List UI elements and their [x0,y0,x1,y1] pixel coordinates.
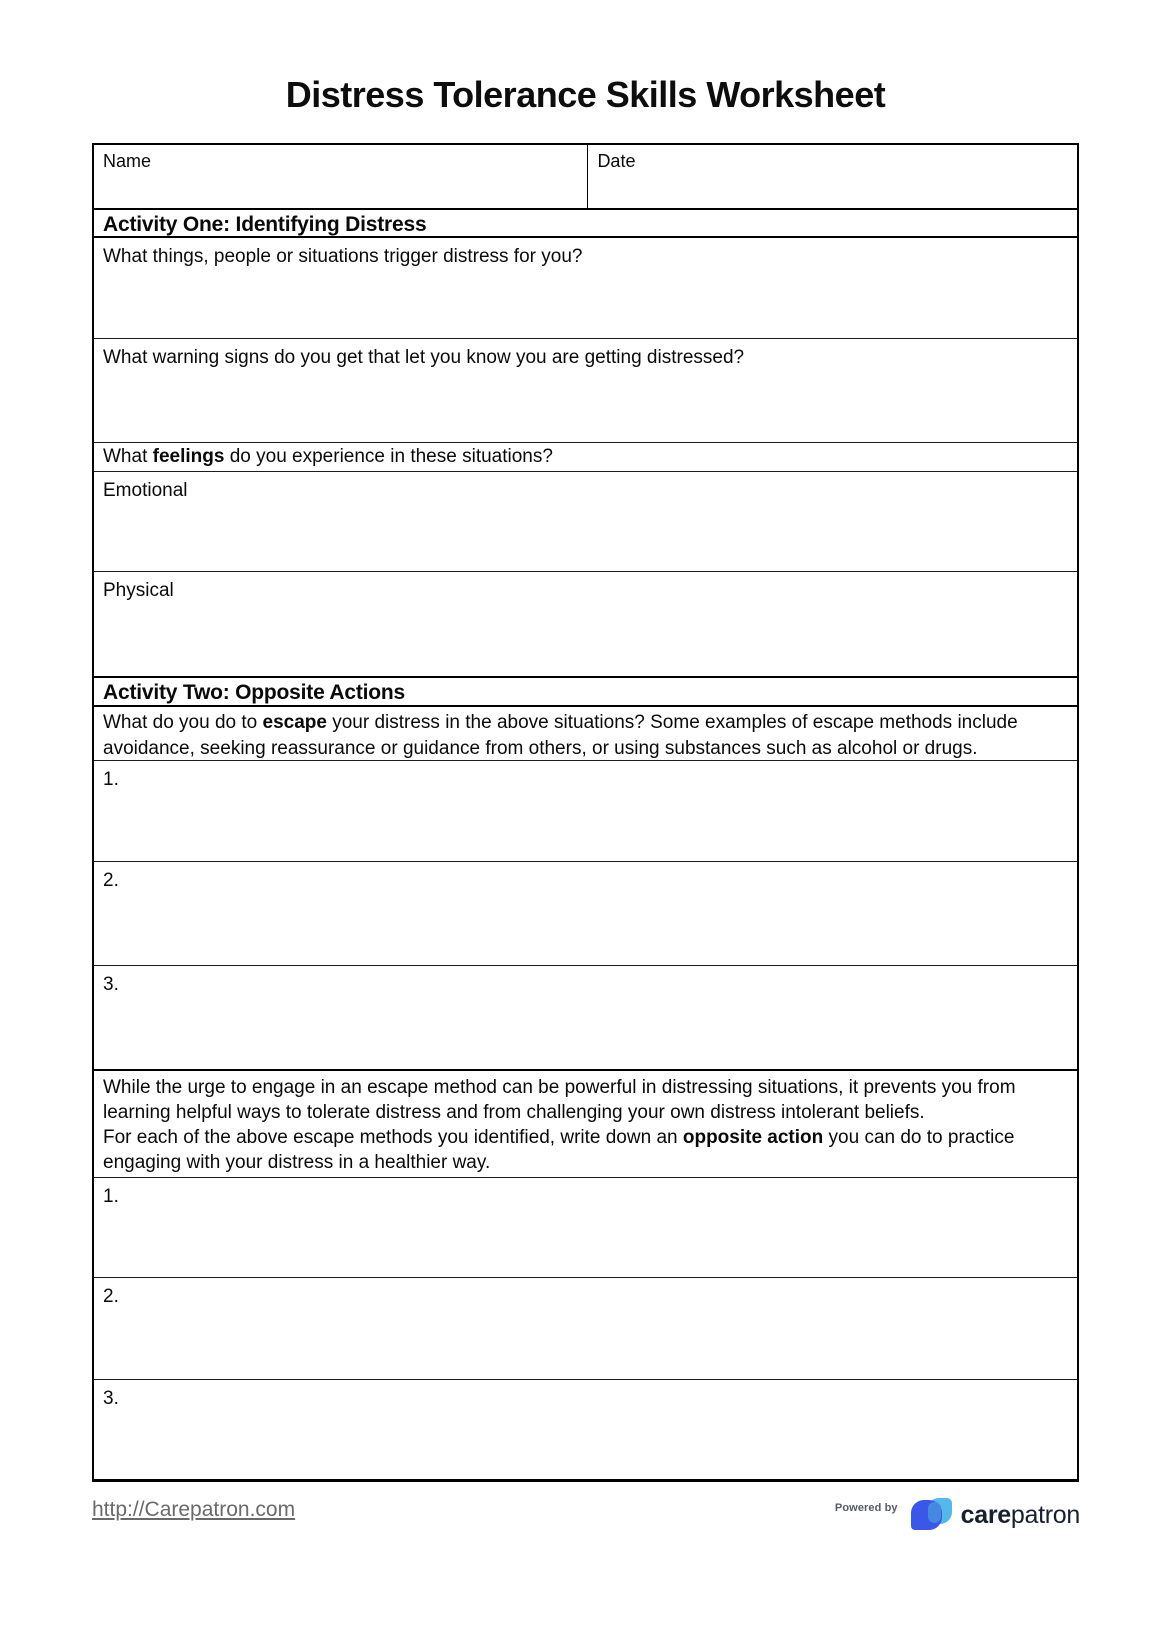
opposite-item-1-area[interactable] [94,1177,1077,1277]
escape-item-2-area[interactable] [94,861,1077,965]
date-field[interactable] [588,145,1077,208]
escape-item-1-number: 1. [103,769,119,790]
activity-two-header: Activity Two: Opposite Actions [94,676,1077,707]
carepatron-link[interactable]: http://Carepatron.com [92,1498,296,1521]
physical-label: Physical [103,580,174,601]
powered-by-label: Powered by [834,1502,898,1514]
feelings-question: What feelings do you experience in these situations? [103,446,553,467]
emotional-answer-area[interactable] [94,471,1077,571]
opposite-intro-line1: While the urge to engage in an escape method can be powerful in distressing situations, it prevents you from learning helpful ways to tolerate distress and from challenging your own distress intolerant beliefs. [103,1077,1016,1123]
name-field[interactable] [94,145,588,208]
warning-signs-answer-area[interactable] [94,338,1077,442]
date-label: Date [597,151,636,171]
opposite-item-3-area[interactable] [94,1379,1077,1479]
carepatron-wordmark: carepatron [960,1500,1080,1529]
physical-answer-area[interactable] [94,571,1077,676]
escape-item-3-number: 3. [103,974,119,995]
page-title: Distress Tolerance Skills Worksheet [285,74,886,115]
opposite-action-intro-text [94,1069,1077,1177]
opposite-item-3-number: 3. [103,1388,119,1409]
powered-by-brand [835,1496,1080,1534]
escape-item-1-area[interactable] [94,760,1077,861]
opposite-item-2-number: 2. [103,1286,119,1307]
emotional-label: Emotional [103,480,188,501]
opposite-intro-line2: For each of the above escape methods you identified, write down an opposite action you can do to practice engaging with your distress in a healthier way. [103,1127,1015,1173]
name-date-row [94,145,1077,208]
triggers-question: What things, people or situations trigger distress for you? [103,246,583,267]
escape-intro-text: What do you do to escape your distress in the above situations? Some examples of escape methods include avoidance, seeking reassurance or guidance from others, or using substances such as alcohol or drugs. [103,712,1018,759]
worksheet-table [92,143,1079,1482]
triggers-answer-area[interactable] [94,238,1077,338]
name-label: Name [103,151,152,171]
feelings-question-row [94,442,1077,471]
opposite-item-2-area[interactable] [94,1277,1077,1379]
escape-item-3-area[interactable] [94,965,1077,1069]
carepatron-logo-icon [910,1496,956,1534]
activity-one-header: Activity One: Identifying Distress [94,208,1077,238]
opposite-item-1-number: 1. [103,1186,119,1207]
escape-item-2-number: 2. [103,870,119,891]
warning-signs-question: What warning signs do you get that let you know you are getting distressed? [103,347,745,368]
carepatron-logo [910,1496,1080,1534]
